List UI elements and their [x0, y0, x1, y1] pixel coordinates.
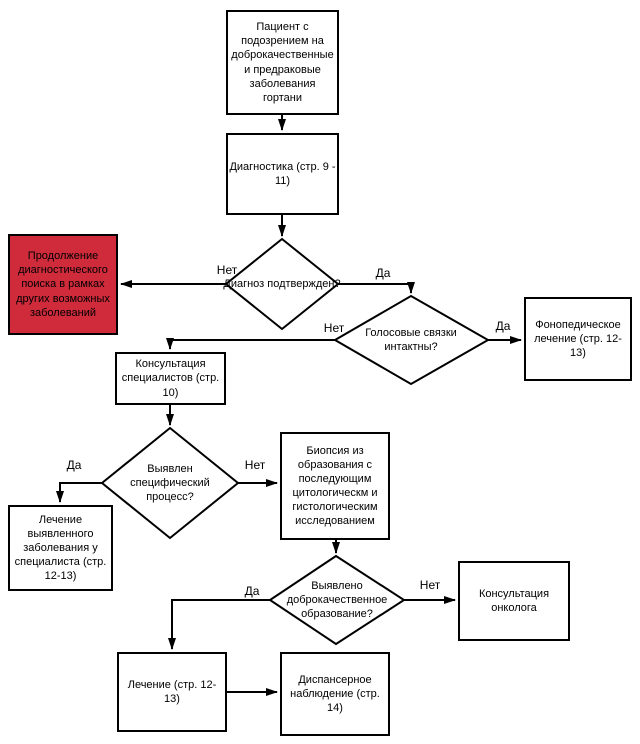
dispensary-observation-node: Диспансерное наблюдение (стр. 14) — [280, 652, 390, 736]
edge-label-specific-yes: Да — [66, 458, 82, 472]
continue-search-node: Продолжение диагностического поиска в рамках других возможных заболеваний — [8, 234, 118, 335]
patient-node: Пациент с подозрением на доброкачественные и предраковые заболевания гортани — [226, 10, 339, 115]
edge-label-diagnosis-no: Нет — [216, 263, 238, 277]
connector-vocal-no-to-specialist-consultation — [170, 340, 335, 349]
connector-benign-yes-to-treatment — [172, 600, 270, 649]
specialist-treatment-node: Лечение выявленного заболевания у специалиста (стр. 12-13) — [8, 505, 113, 591]
edge-label-benign-yes: Да — [244, 584, 260, 598]
oncologist-consultation-node: Консультация онколога — [458, 561, 570, 641]
edge-label-vocal-no: Нет — [323, 321, 345, 335]
diagnosis-confirmed-label: Диагноз подтвержден? — [223, 277, 341, 290]
diagnostics-node: Диагностика (стр. 9 - 11) — [226, 133, 339, 215]
treatment-node: Лечение (стр. 12-13) — [117, 652, 227, 732]
connector-specific-yes-to-specialist-treatment — [60, 483, 102, 502]
connector-diagnosis-yes-to-vocal-diamond — [338, 284, 411, 293]
phonopedic-treatment-node: Фонопедическое лечение (стр. 12-13) — [524, 297, 632, 381]
vocal-cords-label: Голосовые связки интактны? — [365, 326, 457, 353]
edge-label-specific-no: Нет — [244, 458, 266, 472]
edge-label-benign-no: Нет — [419, 578, 441, 592]
specialist-consultation-node: Консультация специалистов (стр. 10) — [115, 352, 226, 405]
specific-process-label: Выявлен специфический процесс? — [130, 462, 210, 504]
benign-detected-label: Выявлено доброкачественное образование? — [286, 579, 388, 621]
edge-label-diagnosis-yes: Да — [375, 266, 391, 280]
biopsy-node: Биопсия из образования с последующим цитологическм и гистологическим исследованием — [280, 432, 390, 540]
edge-label-vocal-yes: Да — [495, 319, 511, 333]
